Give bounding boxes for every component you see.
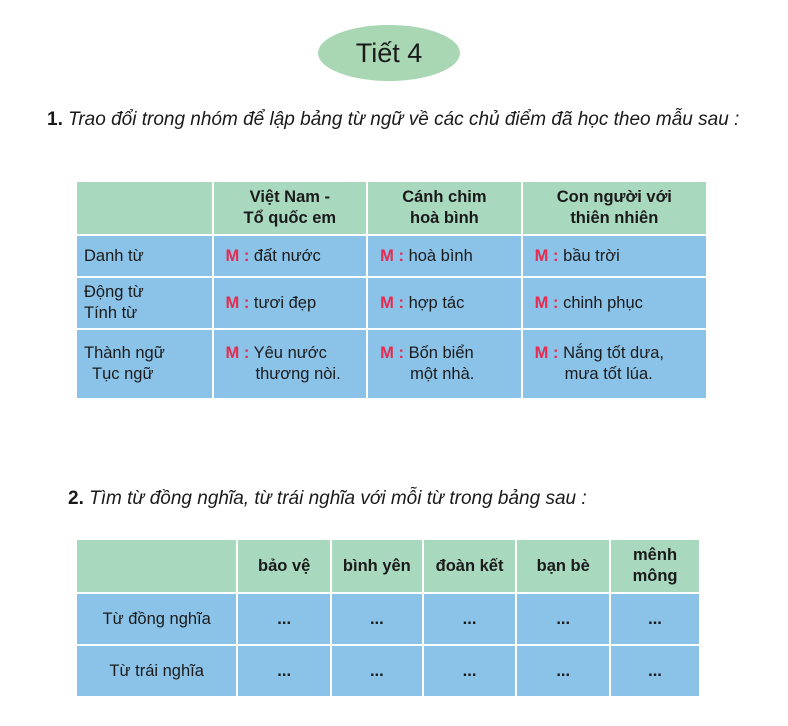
- column-header: bạn bè: [516, 539, 610, 593]
- table-row: [76, 277, 707, 329]
- column-header: Con người với thiên nhiên: [522, 181, 707, 235]
- table-cell: M : hợp tác: [367, 277, 522, 329]
- blank-cell: ...: [331, 645, 423, 697]
- table-cell: M : hoà bình: [367, 235, 522, 277]
- table-row: [76, 645, 700, 697]
- column-header: mênh mông: [610, 539, 700, 593]
- row-label: Từ trái nghĩa: [76, 645, 237, 697]
- question-1-text: Trao đổi trong nhóm để lập bảng từ ngữ về các chủ điểm đã học theo mẫu sau :: [68, 109, 740, 130]
- blank-cell: ...: [423, 593, 517, 645]
- table-corner-cell: [76, 539, 237, 593]
- blank-cell: ...: [610, 593, 700, 645]
- table-cell: M : đất nước: [213, 235, 368, 277]
- row-label: Từ đồng nghĩa: [76, 593, 237, 645]
- table-row: [76, 329, 707, 399]
- column-header: bình yên: [331, 539, 423, 593]
- blank-cell: ...: [516, 645, 610, 697]
- blank-cell: ...: [516, 593, 610, 645]
- row-label: Động từ Tính từ: [76, 277, 213, 329]
- column-header: đoàn kết: [423, 539, 517, 593]
- column-header: bảo vệ: [237, 539, 331, 593]
- blank-cell: ...: [331, 593, 423, 645]
- column-header: Cánh chim hoà bình: [367, 181, 522, 235]
- question-1: [47, 108, 747, 132]
- table-cell: M : Bốn biển một nhà.: [367, 329, 522, 399]
- row-label: Thành ngữ Tục ngữ: [76, 329, 213, 399]
- blank-cell: ...: [237, 645, 331, 697]
- table-row: [76, 235, 707, 277]
- table-header-row: [76, 181, 707, 235]
- table-header-row: [76, 539, 700, 593]
- question-1-number: 1.: [47, 109, 63, 130]
- question-2-text: Tìm từ đồng nghĩa, từ trái nghĩa với mỗi từ trong bảng sau :: [89, 488, 587, 509]
- blank-cell: ...: [423, 645, 517, 697]
- table-corner-cell: [76, 181, 213, 235]
- question-2-number: 2.: [68, 488, 84, 509]
- synonym-antonym-table: [75, 538, 701, 698]
- table-cell: M : Nắng tốt dưa, mưa tốt lúa.: [522, 329, 707, 399]
- row-label: Danh từ: [76, 235, 213, 277]
- topic-word-table: [75, 180, 708, 400]
- blank-cell: ...: [237, 593, 331, 645]
- question-2: [68, 487, 748, 511]
- lesson-title: [318, 25, 460, 81]
- table-row: [76, 593, 700, 645]
- table-cell: M : tươi đẹp: [213, 277, 368, 329]
- column-header: Việt Nam - Tổ quốc em: [213, 181, 368, 235]
- lesson-title-text: Tiết 4: [355, 37, 423, 68]
- table-cell: M : Yêu nước thương nòi.: [213, 329, 368, 399]
- table-cell: M : chinh phục: [522, 277, 707, 329]
- blank-cell: ...: [610, 645, 700, 697]
- table-cell: M : bầu trời: [522, 235, 707, 277]
